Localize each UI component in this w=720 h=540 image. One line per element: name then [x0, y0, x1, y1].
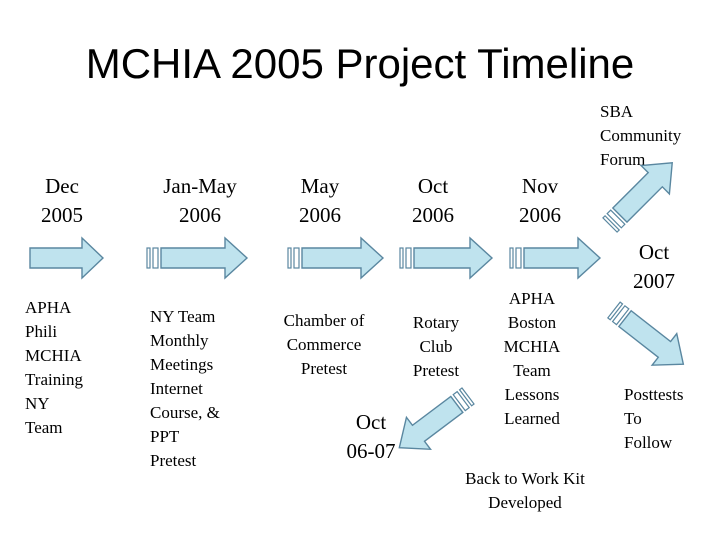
milestone-detail-may-2006: Chamber of Commerce Pretest [283, 311, 365, 378]
milestone-date-oct-2006: Oct 2006 [412, 174, 454, 227]
milestone-detail-oct-2006: Rotary Club Pretest [412, 313, 460, 380]
milestone-date-nov-2006: Nov 2006 [519, 174, 561, 227]
striped-arrow-right-icon [510, 238, 600, 278]
milestone-detail-nov-2006: APHA Boston MCHIA Team Lessons Learned [503, 289, 561, 428]
back-to-work-kit-label: Back to Work Kit Developed [465, 469, 585, 512]
milestone-date-dec-2005: Dec 2005 [41, 174, 83, 227]
sba-community-forum-label: SBA Community Forum [600, 102, 682, 169]
milestone-detail-dec-2005: APHA Phili MCHIA Training NY Team [25, 298, 83, 437]
milestone-date-jan-may-2006: Jan-May 2006 [163, 174, 237, 227]
striped-arrow-right-icon [400, 238, 492, 278]
arrow-down-left-icon [387, 380, 480, 464]
striped-arrow-right-icon [288, 238, 383, 278]
arrow-up-right-icon [596, 149, 687, 240]
arrow-down-right-icon [602, 294, 696, 380]
milestone-date-oct-2007: Oct 2007 [633, 240, 675, 293]
arrow-right-icon [30, 238, 103, 278]
milestone-detail-jan-may-2006: NY Team Monthly Meetings Internet Course, & PPT Pretest [150, 307, 220, 470]
milestone-date-may-2006: May 2006 [299, 174, 341, 227]
page-title: MCHIA 2005 Project Timeline [85, 40, 635, 87]
striped-arrow-right-icon [147, 238, 247, 278]
milestone-detail-oct-2007: Posttests To Follow [624, 385, 684, 452]
oct-06-07-label: Oct 06-07 [346, 410, 396, 463]
